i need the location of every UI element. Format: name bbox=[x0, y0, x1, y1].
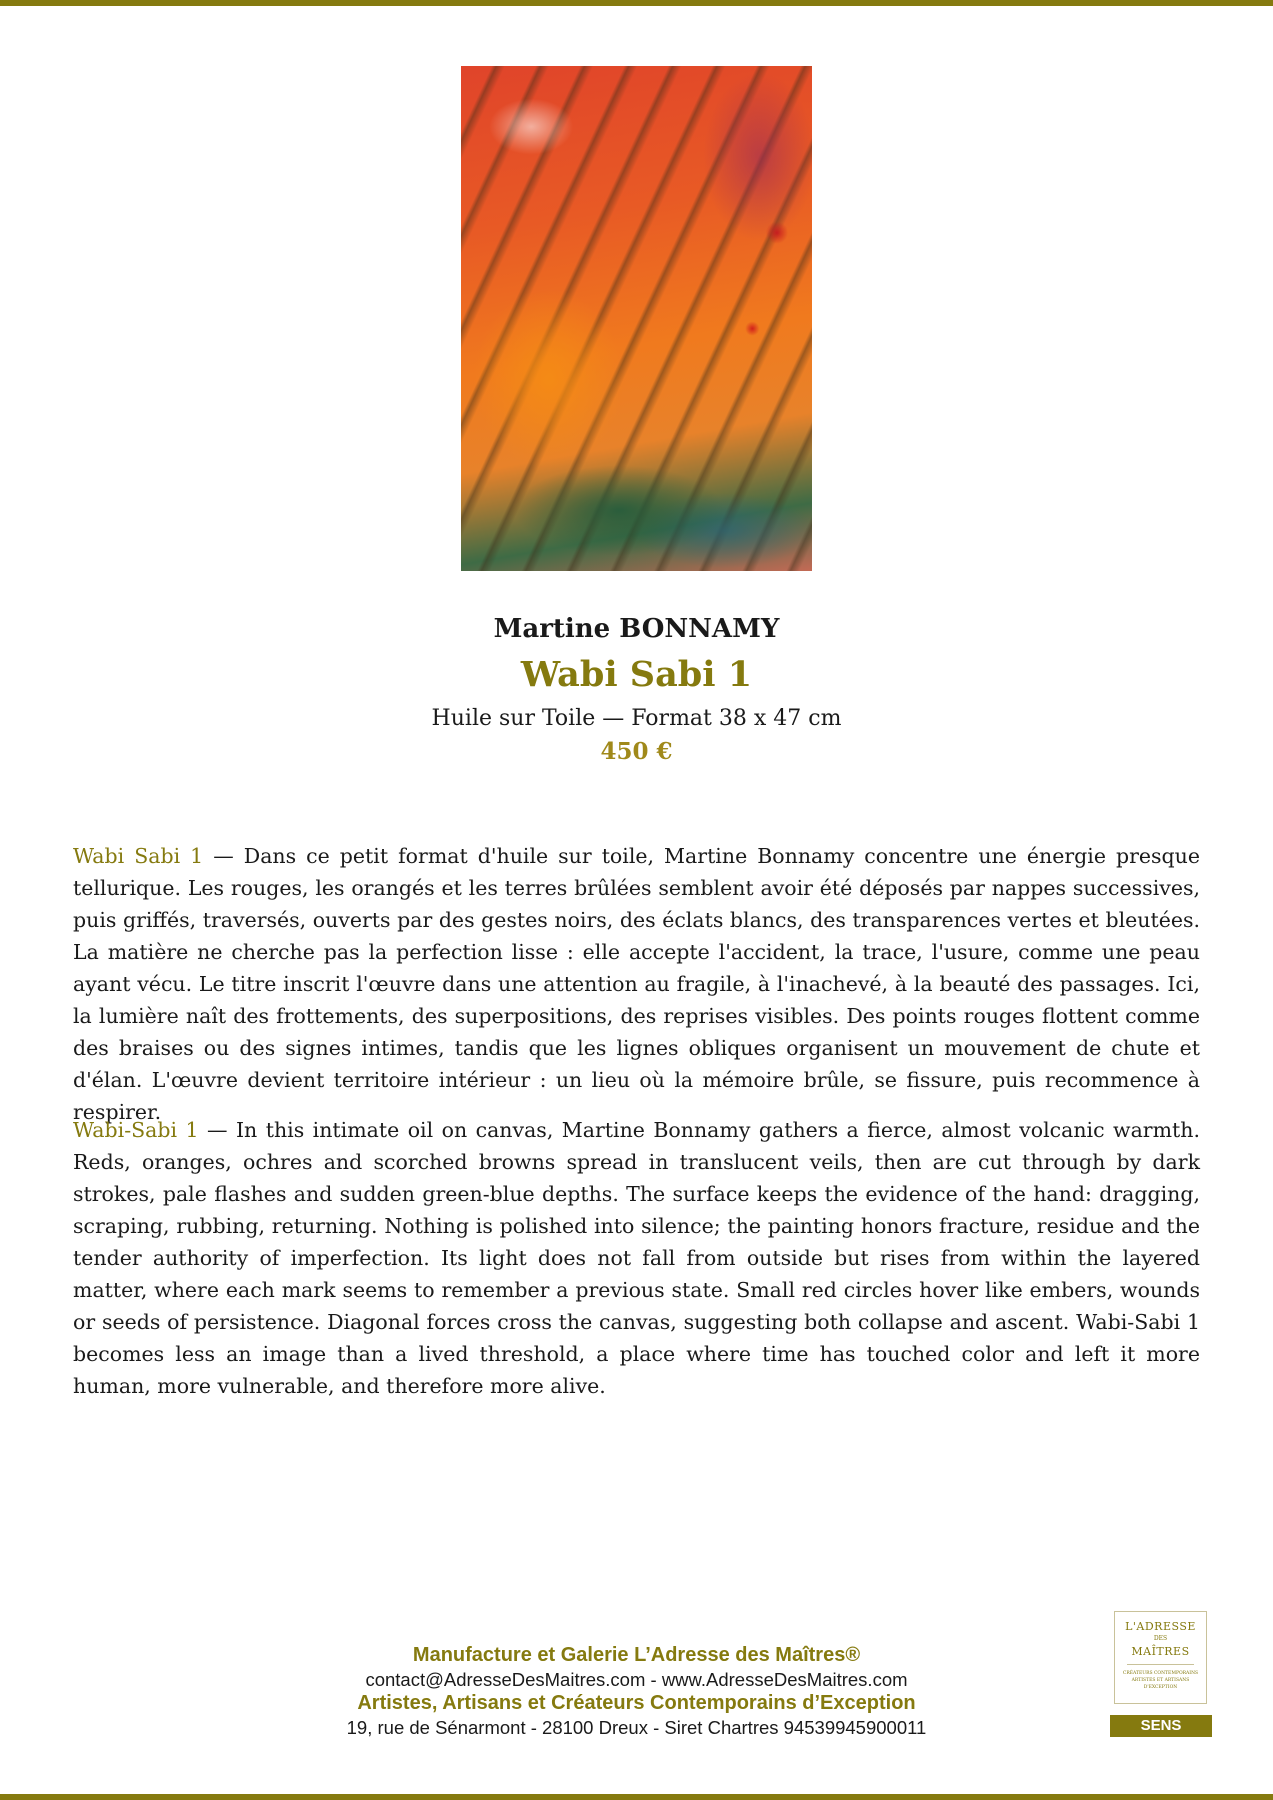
logo-line-3: MAÎTRES bbox=[1131, 1645, 1190, 1658]
footer-address: 19, rue de Sénarmont - 28100 Dreux - Siret Chartres 94539945900011 bbox=[346, 1717, 927, 1738]
gallery-logo bbox=[1114, 1611, 1207, 1704]
painting-image bbox=[461, 66, 812, 571]
artwork-price: 450 € bbox=[600, 738, 673, 765]
description-english-lead: Wabi-Sabi 1 bbox=[73, 1118, 199, 1142]
sens-badge: SENS bbox=[1110, 1715, 1212, 1737]
logo-line-2: DES bbox=[1153, 1635, 1168, 1642]
description-french bbox=[73, 840, 1200, 1128]
top-border bbox=[0, 0, 1273, 6]
artist-name: Martine BONNAMY bbox=[493, 614, 780, 644]
logo-line-1: L'ADRESSE bbox=[1125, 1620, 1196, 1633]
artwork-title: Wabi Sabi 1 bbox=[520, 654, 753, 695]
description-french-lead: Wabi Sabi 1 bbox=[73, 844, 204, 868]
bottom-border bbox=[0, 1794, 1273, 1800]
description-english bbox=[73, 1114, 1200, 1402]
logo-line-4: CRÉATEURS CONTEMPORAINS ARTISTES ET ARTISANS D'EXCEPTION bbox=[1122, 1671, 1199, 1690]
footer-gallery-name: Manufacture et Galerie L’Adresse des Maîtres® bbox=[412, 1644, 861, 1666]
footer-tagline: Artistes, Artisans et Créateurs Contemporains d’Exception bbox=[357, 1692, 916, 1714]
artwork-medium: Huile sur Toile — Format 38 x 47 cm bbox=[431, 706, 842, 731]
description-english-text: — In this intimate oil on canvas, Martine Bonnamy gathers a fierce, almost volcanic warmth. Reds, oranges, ochres and scorched browns spread in translucent veils, then are cut through by dark strokes, pale flashes and sudden green-blue depths. The surface keeps the evidence of the hand: dragging, scraping, rubbing, returning. Nothing is polished into silence; the painting honors fracture, residue and the tender authority of imperfection. Its light does not fall from outside but rises from within the layered matter, where each mark seems to remember a previous state. Small red circles hover like embers, wounds or seeds of persistence. Diagonal forces cross the canvas, suggesting both collapse and ascent. Wabi-Sabi 1 becomes less an image than a lived threshold, a place where time has touched color and left it more human, more vulnerable, and therefore more alive. bbox=[73, 1118, 1200, 1398]
description-french-text: — Dans ce petit format d'huile sur toile, Martine Bonnamy concentre une énergie presque tellurique. Les rouges, les orangés et les terres brûlées semblent avoir été déposés par nappes successives, puis griffés, traversés, ouverts par des gestes noirs, des éclats blancs, des transparences vertes et bleutées. La matière ne cherche pas la perfection lisse : elle accepte l'accident, la trace, l'usure, comme une peau ayant vécu. Le titre inscrit l'œuvre dans une attention au fragile, à l'inachevé, à la beauté des passages. Ici, la lumière naît des frottements, des superpositions, des reprises visibles. Des points rouges flottent comme des braises ou des signes intimes, tandis que les lignes obliques organisent un mouvement de chute et d'élan. L'œuvre devient territoire intérieur : un lieu où la mémoire brûle, se fissure, puis recommence à respirer. bbox=[73, 844, 1200, 1124]
footer-contact: contact@AdresseDesMaitres.com - www.AdresseDesMaitres.com bbox=[365, 1669, 908, 1690]
logo-divider bbox=[1127, 1664, 1194, 1665]
